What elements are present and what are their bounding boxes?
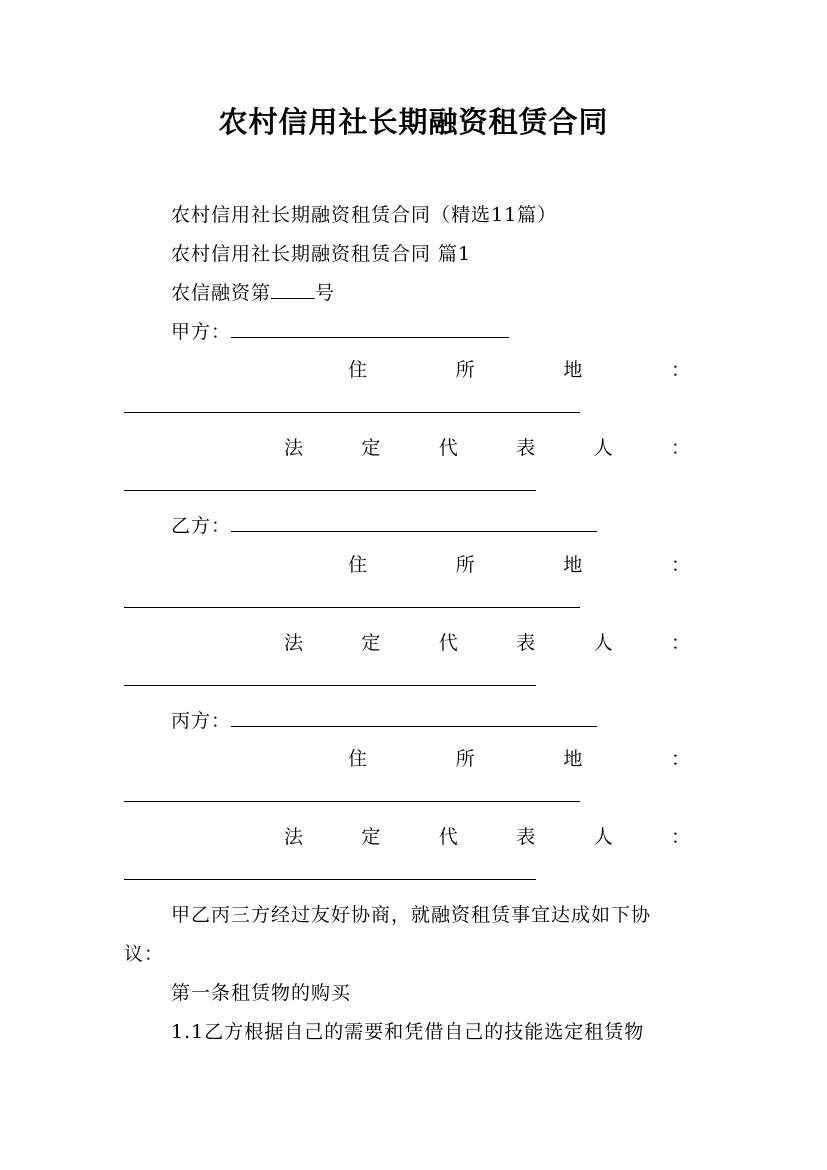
party-a-line [171, 317, 509, 344]
article-1-1-text: 1.1乙方根据自己的需要和凭借自己的技能选定租赁物 [171, 1021, 645, 1043]
party-a-legal-rep-blank [124, 490, 536, 491]
party-c-line [171, 706, 597, 733]
party-c-label: 丙方： [171, 710, 232, 732]
agreement-paragraph-line2: 议： [124, 943, 165, 965]
party-a-legal-rep-label: 法 定 代 表 人 ： [284, 437, 690, 459]
chapter-line: 农村信用社长期融资租赁合同 篇1 [171, 243, 472, 265]
party-b-legal-rep-label: 法 定 代 表 人 ： [284, 632, 690, 654]
party-b-blank [231, 517, 597, 532]
party-b-address-label: 住 所 地 ： [348, 554, 690, 576]
contract-number-suffix: 号 [315, 282, 336, 304]
contract-number-line [171, 278, 335, 305]
party-b-label: 乙方： [171, 515, 232, 537]
party-c-address-label: 住 所 地 ： [348, 748, 690, 770]
article-1-title: 第一条租赁物的购买 [171, 982, 352, 1004]
contract-number-blank [271, 284, 315, 299]
party-a-label: 甲方： [171, 321, 232, 343]
party-a-blank [231, 323, 509, 338]
document-title: 农村信用社长期融资租赁合同 [218, 105, 609, 139]
party-b-legal-rep-blank [124, 685, 536, 686]
party-c-legal-rep-label: 法 定 代 表 人 ： [284, 826, 690, 848]
party-b-line [171, 511, 597, 538]
party-a-address-blank [124, 412, 580, 413]
agreement-paragraph-line1: 甲乙丙三方经过友好协商，就融资租赁事宜达成如下协 [171, 904, 652, 926]
party-c-address-blank [124, 801, 580, 802]
party-c-blank [231, 712, 597, 727]
party-c-legal-rep-blank [124, 879, 536, 880]
party-a-address-label: 住 所 地 ： [348, 359, 690, 381]
contract-number-prefix: 农信融资第 [171, 282, 272, 304]
party-b-address-blank [124, 607, 580, 608]
subtitle-line: 农村信用社长期融资租赁合同（精选11篇） [171, 204, 558, 226]
